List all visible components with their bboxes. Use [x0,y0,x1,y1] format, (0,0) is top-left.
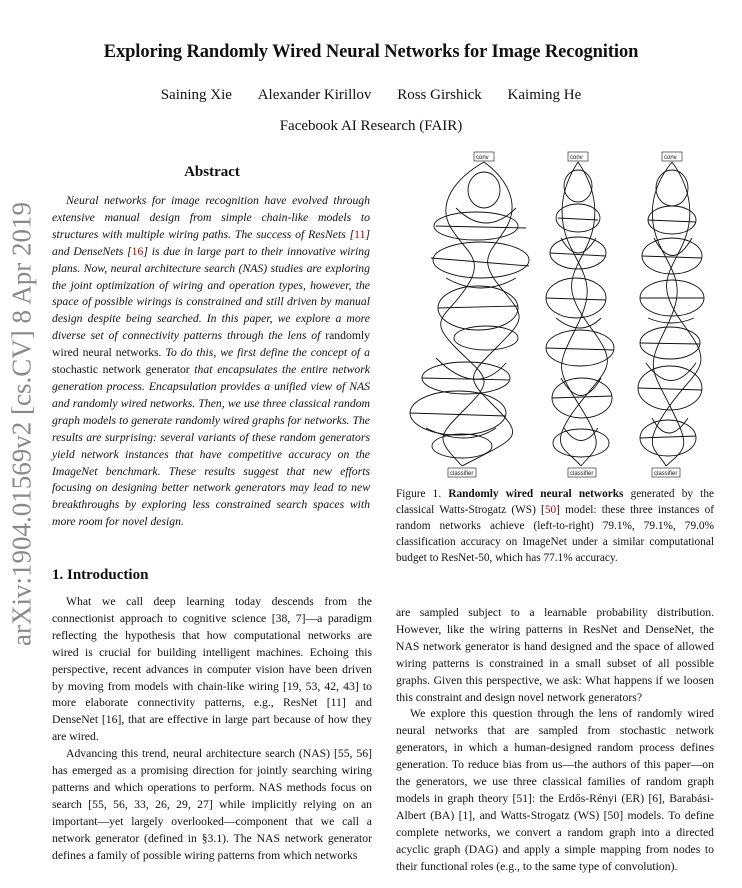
paragraph: We explore this question through the lens of randomly wired neural networks that are sampled from stochastic network generators, in which a human-designed random process defines generation. To reduce bias from us—the authors of this paper—on the generators, we use three classical families of random graph models in graph theory [51]: the Erdős-Rényi (ER) [6], Barabási-Albert (BA) [1], and Watts-Strogatz (WS) [50] models. To define complete networks, we convert a random graph into a directed acyclic graph (DAG) and apply a simple mapping from nodes to their functional roles (e.g., to the same type of convolution). [396,707,714,873]
paragraph: are sampled subject to a learnable probability distribution. However, like the wiring patterns in ResNet and DenseNet, the NAS network generator is hand designed and the space of allowed wiring patterns is constrained in a small subset of all possible graphs. Given this perspective, we ask: What happens if we loosen this constraint and design novel network generators? [396,606,714,704]
left-column-body [52,594,372,865]
paper-title: Exploring Randomly Wired Neural Networks for Image Recognition [103,42,639,62]
arxiv-id: arXiv:1904.01569v2 [cs.CV] 8 Apr 2019 [6,202,37,646]
network-graph-3 [638,162,704,466]
conv-label: conv [664,155,677,161]
author-name: Saining Xie [160,87,232,103]
network-figure [396,148,716,482]
conv-label: conv [570,155,583,161]
classifier-label: classifier [450,471,474,477]
figure-caption: Figure 1. Randomly wired neural networks generated by the classical Watts-Strogatz (WS) [50] model: these three instances of random networks achieve (left-to-right) 79.1%, 79.1%, 79.0% classification accuracy on ImageNet under a similar computational budget to ResNet-50, which has 77.1% accuracy. [396,488,714,564]
author-list [0,87,742,104]
abstract-text: Neural networks for image recognition have evolved through extensive manual design from simple chain-like models to structures with multiple wiring paths. The success of ResNets [11] and DenseNets [16] is due in large part to their innovative wiring plans. Now, neural architecture search (NAS) studies are exploring the joint optimization of wiring and operation types, however, the space of possible wirings is constrained and still driven by manual design despite being searched. In this paper, we explore a more diverse set of connectivity patterns through the lens of randomly wired neural networks. To do this, we first define the concept of a stochastic network generator that encapsulates the entire network generation process. Encapsulation provides a unified view of NAS and randomly wired networks. Then, we use three classical random graph models to generate randomly wired graphs for networks. The results are surprising: several variants of these random generators yield network instances that have competitive accuracy on the ImageNet benchmark. These results suggest that new efforts focusing on designing better network generators may lead to new breakthroughs by exploring less constrained search spaces with more room for novel design. [52,194,370,529]
author-name: Ross Girshick [397,87,482,103]
author-name: Kaiming He [507,87,582,103]
conv-label: conv [476,155,489,161]
section-heading: 1. Introduction [52,567,149,583]
network-graph-2 [546,162,614,466]
author-name: Alexander Kirillov [257,87,372,103]
abstract-heading: Abstract [184,164,240,180]
network-graph-1 [410,162,529,466]
paragraph: Advancing this trend, neural architecture search (NAS) [55, 56] has emerged as a promising direction for jointly searching wiring patterns and which operations to perform. NAS methods focus on search [55, 56, 33, 26, 29, 27] while implicitly relying on an important—yet largely overlooked—component that we call a network generator (defined in §3.1). The NAS network generator defines a family of possible wiring patterns from which networks [52,747,372,862]
paragraph: What we call deep learning today descends from the connectionist approach to cognitive science [38, 7]—a paradigm reflecting the hypothesis that how computational networks are wired is crucial for building intelligent machines. Echoing this perspective, recent advances in computer vision have been driven by moving from models with chain-like wiring [19, 53, 42, 43] to more elaborate connectivity patterns, e.g., ResNet [11] and DenseNet [16], that are effective in large part because of how they are wired. [52,595,372,744]
right-column-body [396,605,714,876]
affiliation: Facebook AI Research (FAIR) [279,118,463,134]
classifier-label: classifier [654,471,678,477]
classifier-label: classifier [570,471,594,477]
